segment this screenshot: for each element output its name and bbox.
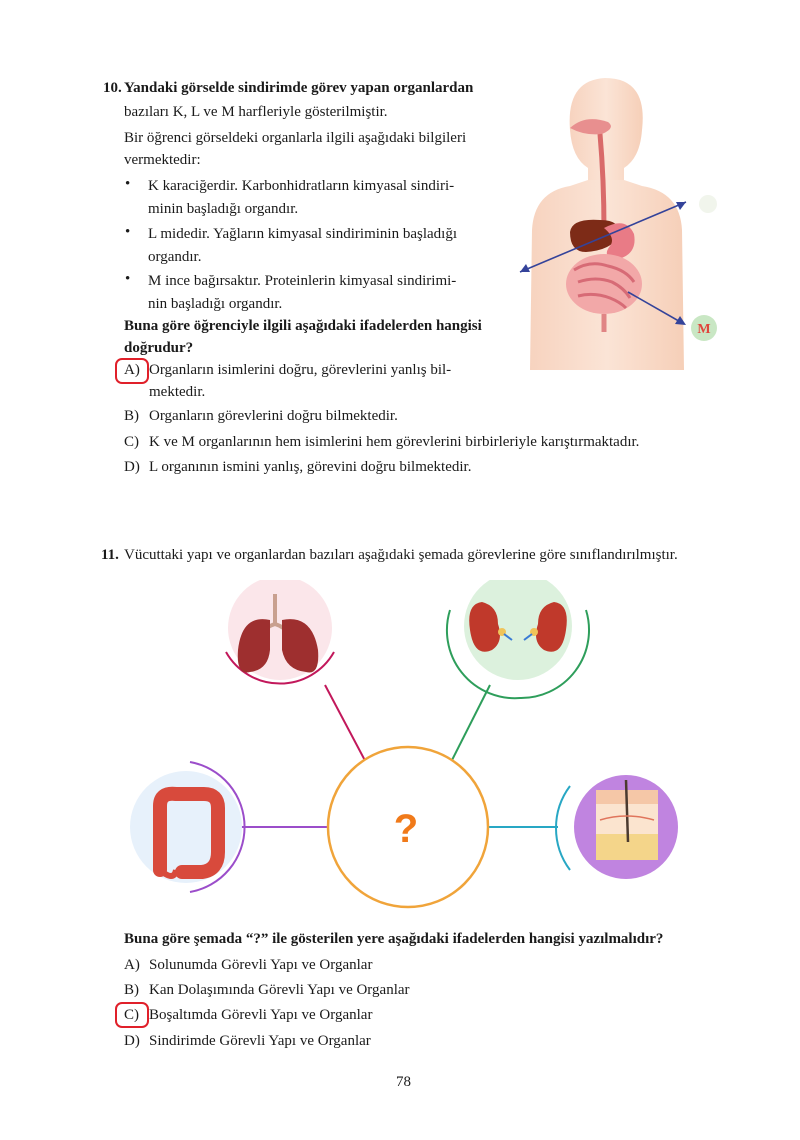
small-intestine <box>566 254 642 314</box>
option-c-letter[interactable]: C) <box>124 434 139 450</box>
option-d-text[interactable]: L organının ismini yanlış, görevini doğru bilmektedir. <box>149 459 472 475</box>
connector-lungs <box>325 685 370 770</box>
label-circle-faint <box>699 195 717 213</box>
option-a-text-cont[interactable]: mektedir. <box>149 384 206 400</box>
q11-question: Buna göre şemada “?” ile gösterilen yere aşağıdaki ifadelerden hangisi yazılmalıdır? <box>124 931 664 947</box>
digestive-system-figure <box>500 70 740 370</box>
q10-question-line-2: doğrudur? <box>124 340 194 356</box>
label-m: M <box>697 322 711 337</box>
q10-question-line-1: Buna göre öğrenciyle ilgili aşağıdaki ifadelerden hangisi <box>124 318 482 334</box>
option-a-text[interactable]: Solunumda Görevli Yapı ve Organlar <box>149 957 373 973</box>
option-a-letter[interactable]: A) <box>124 957 140 973</box>
bullet-l-line-1: L midedir. Yağların kimyasal sindiriminin başladığı <box>148 226 458 242</box>
option-a-text[interactable]: Organların isimlerini doğru, görevlerini yanlış bil- <box>149 362 452 378</box>
option-d-letter[interactable]: D) <box>124 1033 140 1049</box>
center-question-mark: ? <box>393 807 419 851</box>
page-number: 78 <box>396 1074 411 1090</box>
q11-intro: Vücuttaki yapı ve organlardan bazıları aşağıdaki şemada görevlerine göre sınıflandırılmıştır. <box>124 547 678 563</box>
option-b-letter[interactable]: B) <box>124 982 139 998</box>
bullet-l-line-2: organdır. <box>148 249 202 265</box>
option-d-letter[interactable]: D) <box>124 459 140 475</box>
option-b-text[interactable]: Organların görevlerini doğru bilmektedir. <box>149 408 398 424</box>
bullet-dot: • <box>125 224 131 240</box>
option-d-text[interactable]: Sindirimde Görevli Yapı ve Organlar <box>149 1033 371 1049</box>
bullet-k-line-1: K karaciğerdir. Karbonhidratların kimyasal sindiri- <box>148 178 455 194</box>
q10-paragraph-line-2: vermektedir: <box>124 152 201 168</box>
option-b-text[interactable]: Kan Dolaşımında Görevli Yapı ve Organlar <box>149 982 410 998</box>
question-number: 10. <box>103 80 122 96</box>
skin-node-arc <box>556 786 570 870</box>
option-c-text[interactable]: K ve M organlarının hem isimlerini hem görevlerini birbirleriyle karıştırmaktadır. <box>149 434 640 450</box>
option-c-letter[interactable]: C) <box>124 1007 139 1023</box>
bullet-dot: • <box>125 176 131 192</box>
bullet-k-line-2: minin başladığı organdır. <box>148 201 299 217</box>
bullet-dot: • <box>125 271 131 287</box>
bullet-m-line-1: M ince bağırsaktır. Proteinlerin kimyasal sindirimi- <box>148 273 457 289</box>
q10-intro-line-1: Yandaki görselde sindirimde görev yapan organlardan <box>124 80 474 96</box>
question-number: 11. <box>101 547 119 563</box>
q10-intro-line-2: bazıları K, L ve M harfleriyle gösterilmiştir. <box>124 104 388 120</box>
option-c-text[interactable]: Boşaltımda Görevli Yapı ve Organlar <box>149 1007 373 1023</box>
q10-paragraph-line-1: Bir öğrenci görseldeki organlarla ilgili aşağıdaki bilgileri <box>124 130 467 146</box>
option-a-letter[interactable]: A) <box>124 362 140 378</box>
connector-kidneys <box>448 685 490 768</box>
bullet-m-line-2: nin başladığı organdır. <box>148 296 283 312</box>
option-b-letter[interactable]: B) <box>124 408 139 424</box>
classification-diagram <box>130 580 700 910</box>
